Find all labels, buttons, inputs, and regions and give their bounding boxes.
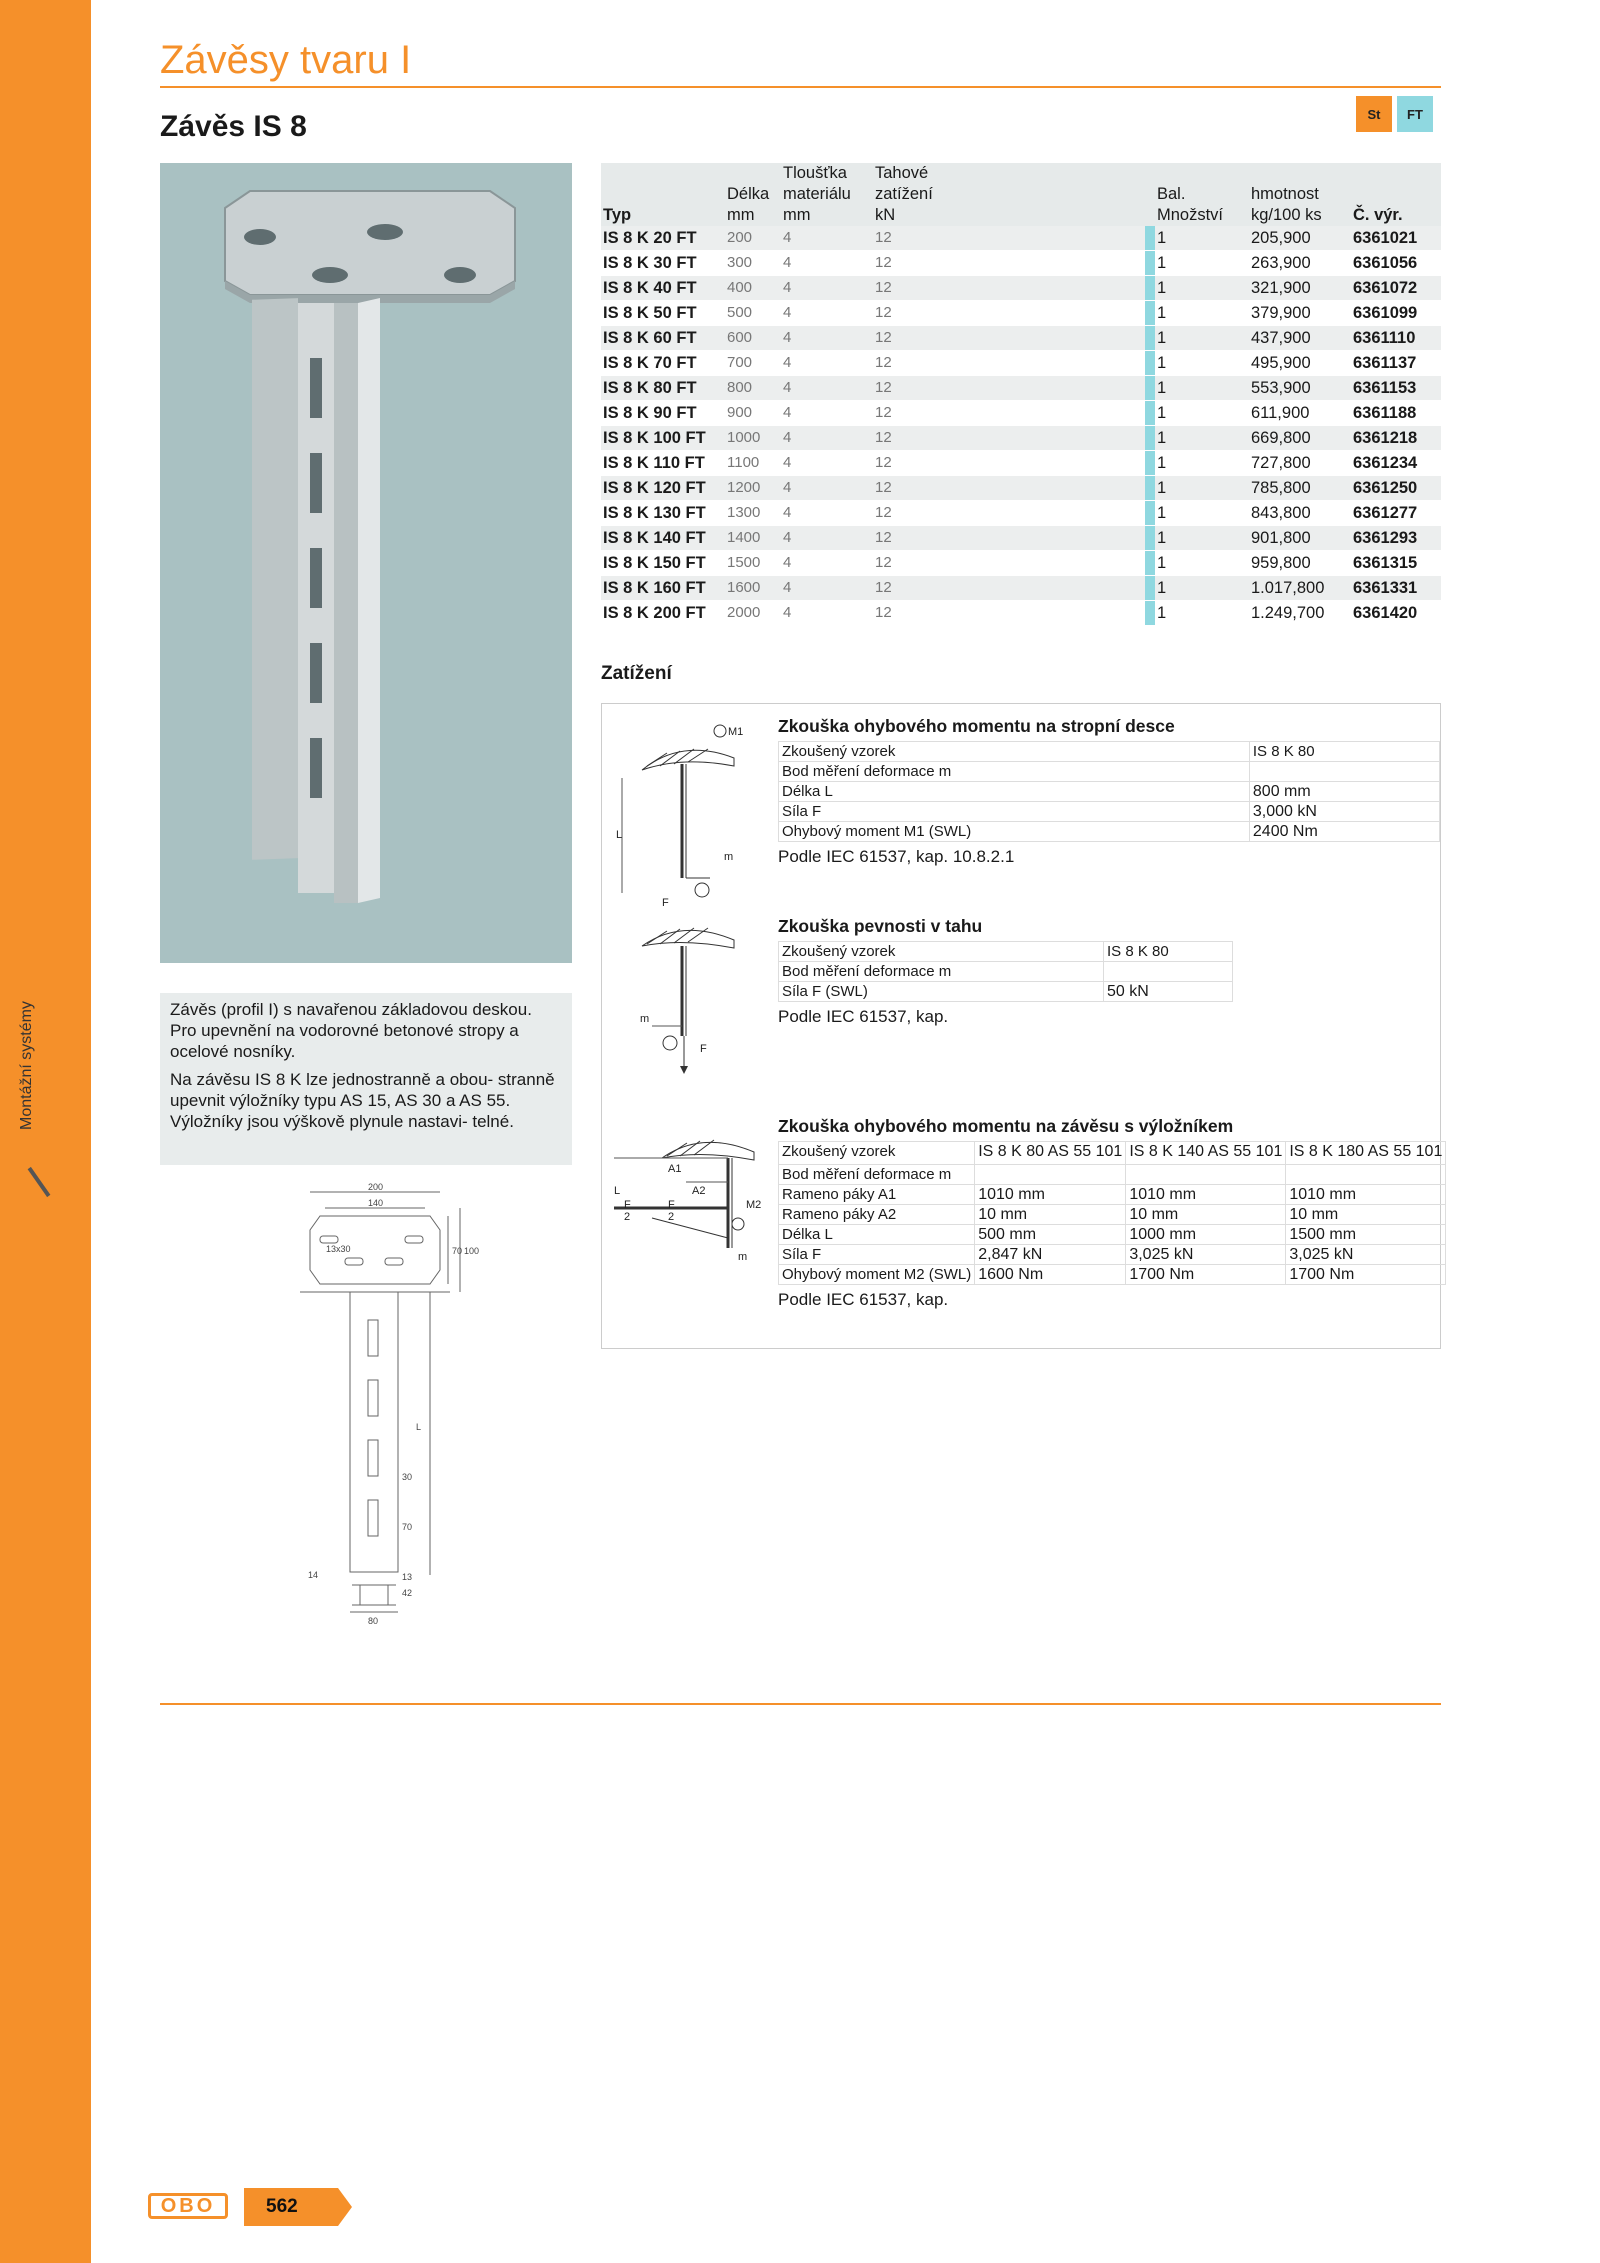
svg-text:M2: M2 — [746, 1199, 762, 1211]
test-title: Zkouška ohybového momentu na stropní desce — [778, 716, 1175, 736]
table-cell: 4 — [781, 226, 873, 251]
table-row — [601, 451, 1441, 476]
table-cell: 4 — [781, 301, 873, 326]
table-cell: 4 — [781, 401, 873, 426]
table-cell: 800 — [725, 376, 781, 401]
svg-text:F: F — [700, 1043, 707, 1055]
table-cell: 12 — [873, 501, 1145, 526]
table-cell: 6361056 — [1351, 251, 1441, 276]
table-cell: IS 8 K 80 FT — [601, 376, 725, 401]
standard-reference: Podle IEC 61537, kap. — [778, 1290, 949, 1309]
table-cell: 1 — [1155, 551, 1249, 576]
table-cell: 12 — [873, 451, 1145, 476]
table-cell: 12 — [873, 426, 1145, 451]
dim-label: 13x30 — [326, 1244, 351, 1254]
table-cell: 1 — [1155, 601, 1249, 626]
table-cell: 6361293 — [1351, 526, 1441, 551]
table-cell: 1 — [1155, 526, 1249, 551]
table-cell: IS 8 K 20 FT — [601, 226, 725, 251]
svg-text:A2: A2 — [692, 1185, 706, 1197]
table-cell: 300 — [725, 251, 781, 276]
table-row — [601, 551, 1441, 576]
table-cell: 6361153 — [1351, 376, 1441, 401]
table-cell: 1 — [1155, 376, 1249, 401]
bracket-test-diagram — [612, 1128, 762, 1298]
svg-text:m: m — [640, 1013, 650, 1025]
svg-text:F: F — [662, 897, 669, 908]
table-cell: 553,900 — [1249, 376, 1351, 401]
table-cell: 1 — [1155, 226, 1249, 251]
svg-text:F: F — [624, 1199, 631, 1211]
table-cell: 669,800 — [1249, 426, 1351, 451]
header-tahove: Tahové zatížení kN — [873, 163, 1145, 226]
table-cell: 12 — [873, 326, 1145, 351]
table-cell: 4 — [781, 551, 873, 576]
table-cell: 1 — [1155, 251, 1249, 276]
table-cell: IS 8 K 140 FT — [601, 526, 725, 551]
table-cell: IS 8 K 200 FT — [601, 601, 725, 626]
table-cell: 500 — [725, 301, 781, 326]
bracket-bending-test — [778, 1116, 1446, 1310]
table-cell: IS 8 K 70 FT — [601, 351, 725, 376]
table-cell: 6361188 — [1351, 401, 1441, 426]
header-delka: Délka mm — [725, 163, 781, 226]
dim-label: 200 — [368, 1182, 384, 1192]
table-cell: 700 — [725, 351, 781, 376]
cyan-marker — [1145, 226, 1155, 251]
table-row — [601, 301, 1441, 326]
test-table: Zkoušený vzorek IS 8 K 80 AS 55 101 IS 8 K 140 AS 55 101 IS 8 K 180 AS 55 101 Bod měření deformace m Rameno páky A1 1010 mm 1010 mm 1010 mm Rameno páky A2 10 mm 10 mm 10 mm Délka L 500 mm 1000 mm 1500 mm Síla F 2,847 kN 3,025 kN 3,025 kN Ohybový moment M2 (SWL) 1600 Nm 1700 Nm 1700 Nm — [778, 1141, 1446, 1285]
cyan-marker — [1145, 251, 1155, 276]
table-row — [601, 576, 1441, 601]
table-cell: 600 — [725, 326, 781, 351]
table-cell: 4 — [781, 426, 873, 451]
header-cislo-vyrobku: Č. výr. — [1351, 163, 1441, 226]
dim-label: 100 — [464, 1246, 480, 1256]
dim-label: 70 — [402, 1522, 413, 1532]
cyan-marker — [1145, 401, 1155, 426]
table-cell: IS 8 K 110 FT — [601, 451, 725, 476]
svg-text:2: 2 — [668, 1211, 675, 1223]
footer-divider — [160, 1703, 1441, 1705]
description-paragraph: Na závěsu IS 8 K lze jednostranně a obou- stranně upevnit výložníky typu AS 15, AS 30 a AS 55. Výložníky jsou výškově plynule nastavi- telné. — [170, 1070, 555, 1131]
standard-reference: Podle IEC 61537, kap. 10.8.2.1 — [778, 847, 1015, 866]
table-cell: 4 — [781, 476, 873, 501]
table-cell: 12 — [873, 351, 1145, 376]
table-cell: 611,900 — [1249, 401, 1351, 426]
table-cell: 379,900 — [1249, 301, 1351, 326]
table-cell: IS 8 K 50 FT — [601, 301, 725, 326]
table-row — [601, 401, 1441, 426]
table-cell: 959,800 — [1249, 551, 1351, 576]
sidebar-label: Montážní systémy — [18, 1001, 35, 1130]
table-row — [601, 526, 1441, 551]
table-cell: 6361277 — [1351, 501, 1441, 526]
table-row — [601, 276, 1441, 301]
table-cell: IS 8 K 130 FT — [601, 501, 725, 526]
table-cell: IS 8 K 160 FT — [601, 576, 725, 601]
svg-text:A1: A1 — [668, 1163, 682, 1175]
table-cell: 4 — [781, 351, 873, 376]
page-title: Závěsy tvaru I — [160, 38, 412, 82]
product-photo — [160, 163, 572, 963]
table-cell: IS 8 K 30 FT — [601, 251, 725, 276]
table-cell: 437,900 — [1249, 326, 1351, 351]
table-cell: 12 — [873, 226, 1145, 251]
table-cell: 6361234 — [1351, 451, 1441, 476]
cyan-marker — [1145, 501, 1155, 526]
table-cell: 1 — [1155, 451, 1249, 476]
dim-label: 70 — [452, 1246, 463, 1256]
cyan-marker — [1145, 526, 1155, 551]
svg-text:m: m — [724, 851, 734, 863]
table-cell: 6361099 — [1351, 301, 1441, 326]
product-description — [160, 993, 572, 1165]
cyan-marker — [1145, 601, 1155, 626]
table-cell: 12 — [873, 551, 1145, 576]
table-row — [601, 326, 1441, 351]
table-row — [601, 601, 1441, 626]
dim-label: 30 — [402, 1472, 413, 1482]
test-table: Zkoušený vzorek IS 8 K 80 Bod měření deformace m Délka L 800 mm Síla F 3,000 kN Ohybový moment M1 (SWL) 2400 Nm — [778, 741, 1440, 842]
table-cell: 901,800 — [1249, 526, 1351, 551]
material-badge-st: St — [1356, 96, 1392, 132]
cyan-marker — [1145, 301, 1155, 326]
product-title: Závěs IS 8 — [160, 110, 307, 143]
table-cell: IS 8 K 40 FT — [601, 276, 725, 301]
table-cell: 1 — [1155, 401, 1249, 426]
tensile-test — [778, 916, 1233, 1027]
table-cell: 4 — [781, 251, 873, 276]
svg-text:m: m — [738, 1251, 748, 1263]
tensile-test-diagram — [612, 916, 762, 1086]
table-cell: 843,800 — [1249, 501, 1351, 526]
table-cell: 4 — [781, 501, 873, 526]
table-cell: 12 — [873, 376, 1145, 401]
table-cell: 12 — [873, 401, 1145, 426]
table-cell: 727,800 — [1249, 451, 1351, 476]
load-tests-box — [601, 703, 1441, 1349]
svg-text:F: F — [668, 1199, 675, 1211]
table-cell: 1400 — [725, 526, 781, 551]
table-cell: 1.249,700 — [1249, 601, 1351, 626]
table-row — [601, 351, 1441, 376]
dimension-drawing — [290, 1180, 480, 1630]
svg-text:2: 2 — [624, 1211, 631, 1223]
cyan-marker — [1145, 576, 1155, 601]
header-tloustka: Tloušťka materiálu mm — [781, 163, 873, 226]
table-cell: 12 — [873, 576, 1145, 601]
load-section-heading: Zatížení — [601, 663, 672, 684]
table-cell: 1 — [1155, 276, 1249, 301]
table-row — [601, 376, 1441, 401]
table-cell: 321,900 — [1249, 276, 1351, 301]
bending-test-diagram — [612, 718, 762, 908]
table-cell: 4 — [781, 276, 873, 301]
dim-label: 14 — [308, 1570, 319, 1580]
test-title: Zkouška pevnosti v tahu — [778, 916, 983, 936]
page-number-tab — [244, 2188, 352, 2226]
table-cell: 900 — [725, 401, 781, 426]
table-cell: 1500 — [725, 551, 781, 576]
test-table: Zkoušený vzorek IS 8 K 80 Bod měření deformace m Síla F (SWL) 50 kN — [778, 941, 1233, 1002]
svg-text:L: L — [614, 1185, 621, 1197]
table-cell: 6361021 — [1351, 226, 1441, 251]
table-cell: 1000 — [725, 426, 781, 451]
table-cell: 205,900 — [1249, 226, 1351, 251]
product-table — [601, 163, 1441, 626]
cyan-marker — [1145, 551, 1155, 576]
obo-logo: OBO — [148, 2193, 228, 2219]
table-cell: 6361420 — [1351, 601, 1441, 626]
dim-label: 13 — [402, 1572, 413, 1582]
dim-label: 42 — [402, 1588, 413, 1598]
table-cell: 1600 — [725, 576, 781, 601]
table-cell: IS 8 K 90 FT — [601, 401, 725, 426]
cyan-marker — [1145, 376, 1155, 401]
table-cell: IS 8 K 60 FT — [601, 326, 725, 351]
cyan-marker — [1145, 451, 1155, 476]
cyan-marker — [1145, 276, 1155, 301]
table-row — [601, 226, 1441, 251]
table-row — [601, 251, 1441, 276]
test-title: Zkouška ohybového momentu na závěsu s výložníkem — [778, 1116, 1234, 1136]
svg-text:L: L — [616, 829, 623, 841]
table-cell: 1 — [1155, 576, 1249, 601]
table-cell: 495,900 — [1249, 351, 1351, 376]
header-hmotnost: hmotnost kg/100 ks — [1249, 163, 1351, 226]
table-cell: 12 — [873, 476, 1145, 501]
header-bal: Bal. Množství — [1155, 163, 1249, 226]
table-cell: 2000 — [725, 601, 781, 626]
table-cell: 400 — [725, 276, 781, 301]
table-row — [601, 476, 1441, 501]
cyan-marker — [1145, 326, 1155, 351]
table-cell: 4 — [781, 601, 873, 626]
table-row — [601, 501, 1441, 526]
table-cell: 6361072 — [1351, 276, 1441, 301]
table-cell: IS 8 K 100 FT — [601, 426, 725, 451]
header-typ: Typ — [601, 163, 725, 226]
table-row — [601, 426, 1441, 451]
table-cell: 6361315 — [1351, 551, 1441, 576]
cyan-marker — [1145, 426, 1155, 451]
table-cell: 12 — [873, 301, 1145, 326]
finish-badge-ft: FT — [1397, 96, 1433, 132]
title-divider — [160, 86, 1441, 88]
page-number: 562 — [266, 2196, 298, 2217]
dim-label: L — [416, 1422, 422, 1432]
table-cell: 4 — [781, 326, 873, 351]
table-cell: 1 — [1155, 476, 1249, 501]
table-cell: 1200 — [725, 476, 781, 501]
standard-reference: Podle IEC 61537, kap. — [778, 1007, 949, 1026]
table-cell: 1 — [1155, 501, 1249, 526]
dim-label: 80 — [368, 1616, 379, 1626]
table-cell: 1300 — [725, 501, 781, 526]
table-cell: 1 — [1155, 351, 1249, 376]
table-cell: 12 — [873, 526, 1145, 551]
svg-text:M1: M1 — [728, 726, 744, 738]
table-cell: 6361137 — [1351, 351, 1441, 376]
table-cell: 6361331 — [1351, 576, 1441, 601]
table-cell: 1 — [1155, 426, 1249, 451]
table-cell: 4 — [781, 576, 873, 601]
table-cell: 1.017,800 — [1249, 576, 1351, 601]
cyan-marker — [1145, 351, 1155, 376]
table-cell: 6361110 — [1351, 326, 1441, 351]
table-cell: IS 8 K 120 FT — [601, 476, 725, 501]
table-cell: IS 8 K 150 FT — [601, 551, 725, 576]
table-cell: 6361218 — [1351, 426, 1441, 451]
table-cell: 4 — [781, 451, 873, 476]
sidebar-stripe — [0, 0, 91, 2263]
table-cell: 1 — [1155, 301, 1249, 326]
table-cell: 12 — [873, 276, 1145, 301]
dim-label: 140 — [368, 1198, 384, 1208]
table-cell: 263,900 — [1249, 251, 1351, 276]
cyan-marker — [1145, 476, 1155, 501]
table-cell: 4 — [781, 526, 873, 551]
table-cell: 1100 — [725, 451, 781, 476]
table-cell: 4 — [781, 376, 873, 401]
table-cell: 785,800 — [1249, 476, 1351, 501]
table-cell: 200 — [725, 226, 781, 251]
bending-test — [778, 716, 1440, 867]
table-cell: 12 — [873, 601, 1145, 626]
table-cell: 12 — [873, 251, 1145, 276]
description-paragraph: Závěs (profil I) s navařenou základovou deskou. Pro upevnění na vodorovné betonové stropy a ocelové nosníky. — [170, 1000, 532, 1061]
table-cell: 1 — [1155, 326, 1249, 351]
table-cell: 6361250 — [1351, 476, 1441, 501]
